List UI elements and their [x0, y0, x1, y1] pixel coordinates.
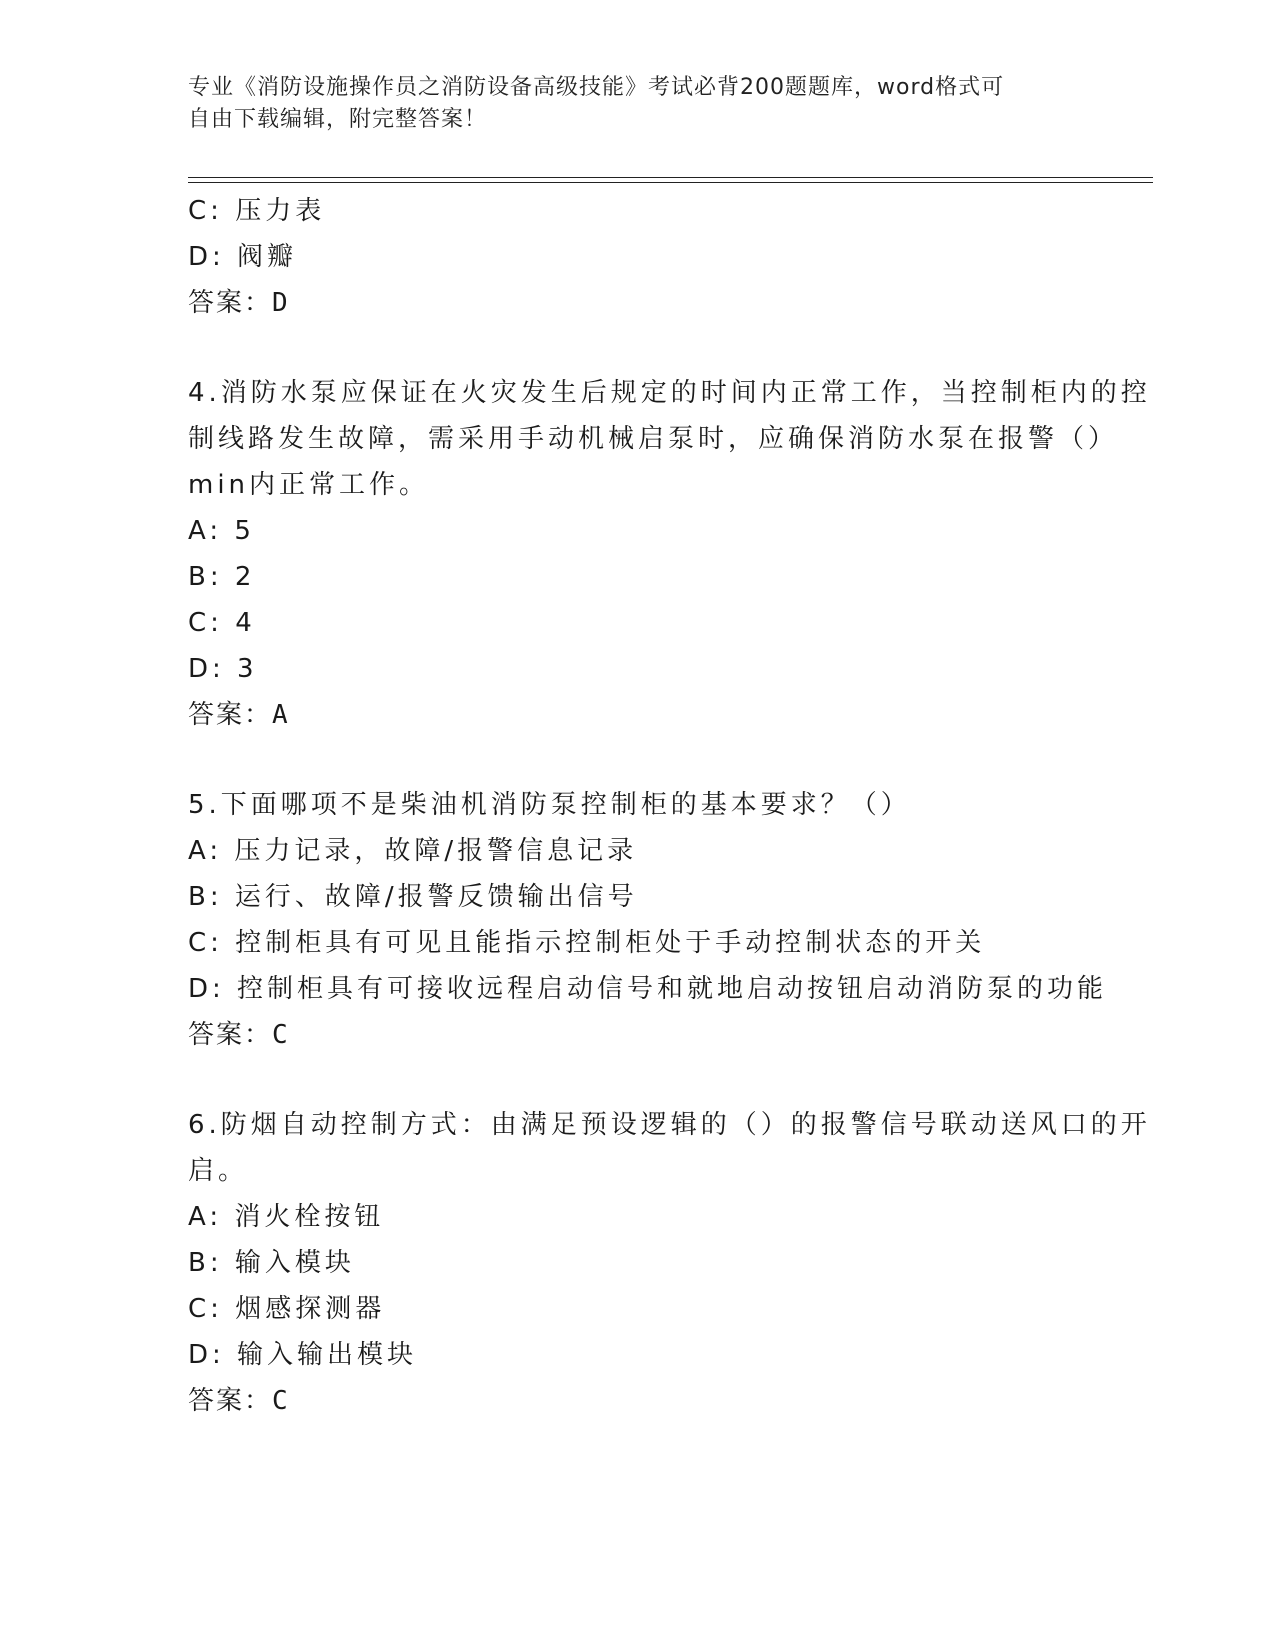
question-3-tail	[188, 188, 1153, 326]
question-text: 6.防烟自动控制方式：由满足预设逻辑的（）的报警信号联动送风口的开启。	[188, 1110, 1151, 1186]
answer-label: 答案：	[188, 1386, 273, 1416]
option-label: C:	[188, 196, 223, 226]
option-text: 2	[234, 562, 256, 592]
option-d	[188, 646, 1153, 692]
option-label: D:	[188, 974, 225, 1004]
question-text: 5.下面哪项不是柴油机消防泵控制柜的基本要求？（）	[188, 790, 911, 820]
option-text: 控制柜具有可接收远程启动信号和就地启动按钮启动消防泵的功能	[237, 974, 1108, 1004]
header-divider-top	[188, 177, 1153, 178]
option-text: 烟感探测器	[235, 1294, 386, 1324]
header-divider-bottom	[188, 182, 1153, 183]
option-text: 4	[235, 608, 256, 638]
option-d	[188, 966, 1153, 1012]
option-c	[188, 600, 1153, 646]
option-b	[188, 554, 1153, 600]
answer-value: C	[272, 1386, 290, 1416]
option-label: B:	[188, 562, 223, 592]
option-d	[188, 1332, 1153, 1378]
answer-value: C	[272, 1020, 290, 1050]
option-label: D:	[188, 654, 225, 684]
spacer	[188, 326, 1153, 370]
option-text: 控制柜具有可见且能指示控制柜处于手动控制状态的开关	[235, 928, 986, 958]
question-text: 4.消防水泵应保证在火灾发生后规定的时间内正常工作，当控制柜内的控制线路发生故障，需采用手动机械启泵时，应确保消防水泵在报警（）min内正常工作。	[188, 378, 1151, 500]
option-text: 运行、故障/报警反馈输出信号	[234, 882, 638, 912]
answer-line	[188, 280, 1153, 326]
option-a	[188, 508, 1153, 554]
option-label: B:	[188, 882, 223, 912]
question-6	[188, 1102, 1153, 1424]
option-b	[188, 1240, 1153, 1286]
header-line-2: 自由下载编辑，附完整答案！	[188, 107, 488, 132]
option-text: 消火栓按钮	[234, 1202, 385, 1232]
answer-label: 答案：	[188, 1020, 273, 1050]
answer-line	[188, 692, 1153, 738]
option-text: 压力记录，故障/报警信息记录	[234, 836, 638, 866]
option-b	[188, 874, 1153, 920]
answer-line	[188, 1012, 1153, 1058]
answer-value: D	[272, 288, 290, 318]
option-text: 压力表	[235, 196, 326, 226]
option-label: B:	[188, 1248, 223, 1278]
option-text: 输入模块	[234, 1248, 355, 1278]
document-header	[188, 72, 1068, 136]
option-label: D:	[188, 242, 225, 272]
answer-label: 答案：	[188, 288, 273, 318]
option-text: 阀瓣	[237, 242, 298, 272]
option-label: C:	[188, 608, 223, 638]
answer-line	[188, 1378, 1153, 1424]
option-label: D:	[188, 1340, 225, 1370]
option-text: 5	[234, 516, 255, 546]
option-label: A:	[188, 516, 223, 546]
question-5	[188, 782, 1153, 1058]
spacer	[188, 1058, 1153, 1102]
spacer	[188, 738, 1153, 782]
option-a	[188, 1194, 1153, 1240]
option-label: C:	[188, 1294, 223, 1324]
option-label: A:	[188, 836, 223, 866]
option-text: 3	[237, 654, 258, 684]
option-label: A:	[188, 1202, 223, 1232]
option-d	[188, 234, 1153, 280]
option-text: 输入输出模块	[237, 1340, 418, 1370]
answer-label: 答案：	[188, 700, 273, 730]
option-c	[188, 1286, 1153, 1332]
question-list	[188, 188, 1153, 1424]
answer-value: A	[272, 700, 290, 730]
question-4	[188, 370, 1153, 738]
option-a	[188, 828, 1153, 874]
option-label: C:	[188, 928, 223, 958]
header-line-1: 专业《消防设施操作员之消防设备高级技能》考试必背200题题库，word格式可	[188, 75, 1005, 100]
option-c	[188, 188, 1153, 234]
option-c	[188, 920, 1153, 966]
